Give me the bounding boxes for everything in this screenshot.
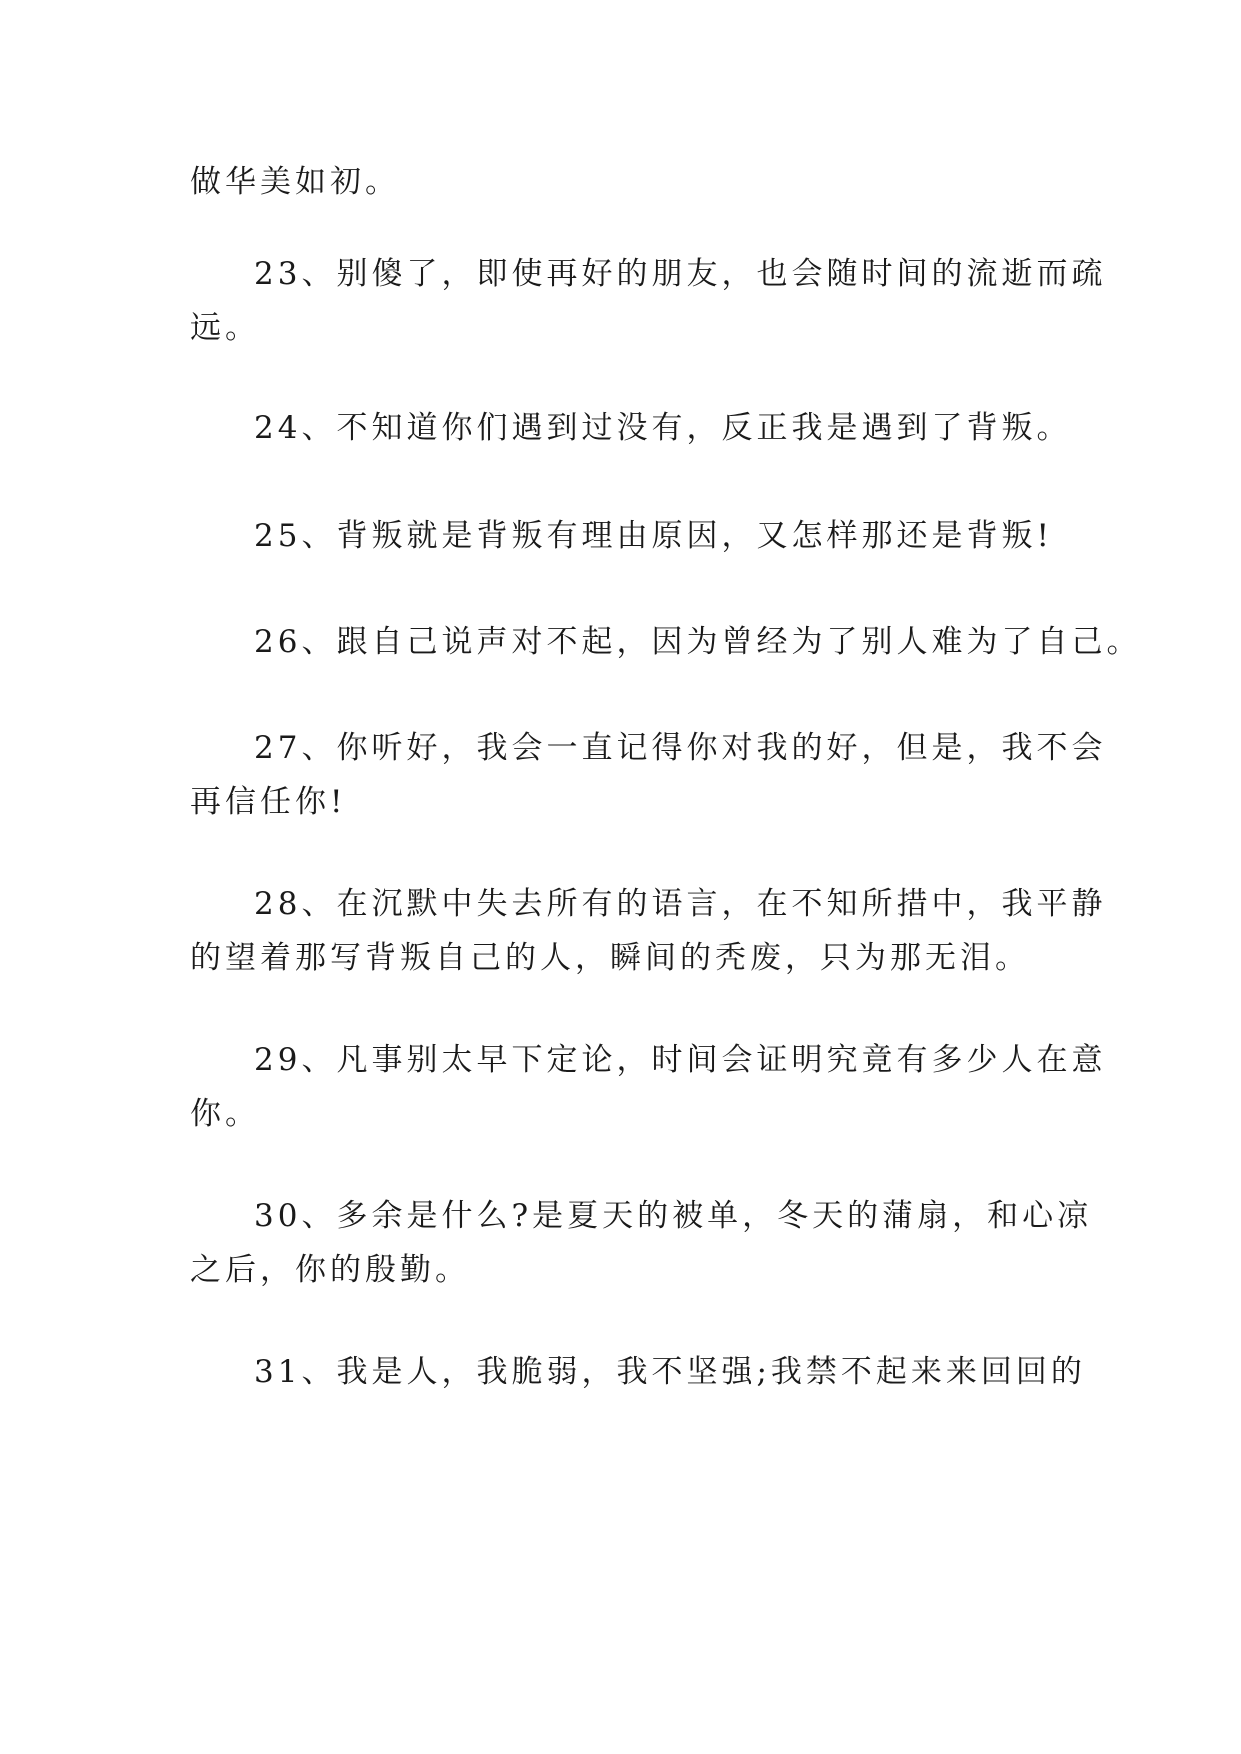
text-line: 25、背叛就是背叛有理由原因，又怎样那还是背叛! bbox=[254, 518, 1053, 554]
text-line: 28、在沉默中失去所有的语言，在不知所措中，我平静 bbox=[254, 886, 1107, 922]
text-line: 27、你听好，我会一直记得你对我的好，但是，我不会 bbox=[254, 730, 1107, 766]
text-line: 24、不知道你们遇到过没有，反正我是遇到了背叛。 bbox=[254, 410, 1072, 446]
text-line: 31、我是人，我脆弱，我不坚强;我禁不起来来回回的 bbox=[254, 1354, 1086, 1390]
text-line: 29、凡事别太早下定论，时间会证明究竟有多少人在意 bbox=[254, 1042, 1107, 1078]
text-line: 你。 bbox=[190, 1096, 260, 1132]
text-line: 远。 bbox=[190, 310, 260, 346]
text-line: 做华美如初。 bbox=[190, 164, 400, 200]
text-line: 再信任你! bbox=[190, 784, 347, 820]
text-line: 26、跟自己说声对不起，因为曾经为了别人难为了自己。 bbox=[254, 624, 1142, 660]
text-line: 30、多余是什么?是夏天的被单，冬天的蒲扇，和心凉 bbox=[254, 1198, 1093, 1234]
text-line: 的望着那写背叛自己的人，瞬间的秃废，只为那无泪。 bbox=[190, 940, 1030, 976]
text-line: 之后，你的殷勤。 bbox=[190, 1252, 470, 1288]
text-line: 23、别傻了，即使再好的朋友，也会随时间的流逝而疏 bbox=[254, 256, 1107, 292]
